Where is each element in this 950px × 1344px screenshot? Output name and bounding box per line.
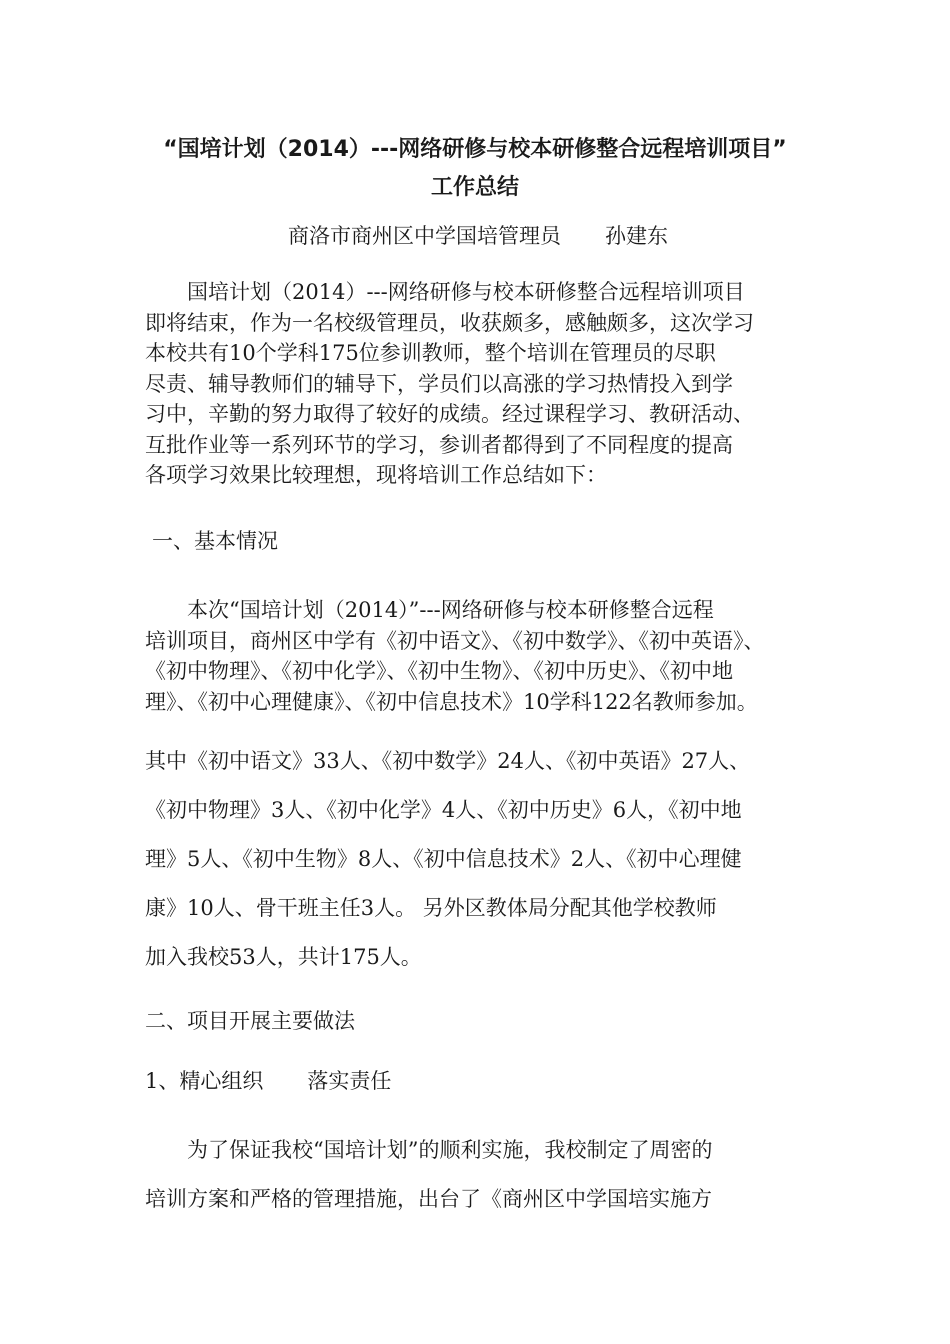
subheading-part-2: 落实责任 — [307, 1069, 392, 1093]
basic-line: 本次“国培计划（2014）”---网络研修与校本研修整合远程 — [187, 598, 714, 622]
basic-line: 培训项目，商州区中学有《初中语文》、《初中数学》、《初中英语》、 — [145, 628, 765, 653]
methods-line: 培训方案和严格的管理措施，出台了《商州区中学国培实施方 — [145, 1187, 712, 1211]
intro-line: 本校共有10个学科175位参训教师，整个培训在管理员的尽职 — [145, 341, 716, 365]
basic-paragraph-a — [145, 595, 815, 717]
intro-line: 国培计划（2014）---网络研修与校本研修整合远程培训项目 — [187, 280, 745, 304]
intro-line: 互批作业等一系列环节的学习，参训者都得到了不同程度的提高 — [145, 432, 733, 457]
section-heading-methods: 二、项目开展主要做法 — [145, 1009, 355, 1033]
basic-line: 《初中物理》、《初中化学》、《初中生物》、《初中历史》、《初中地 — [145, 659, 733, 683]
intro-paragraph — [145, 277, 815, 491]
basic-paragraph-b — [145, 737, 815, 982]
basic-line: 其中《初中语文》33人、《初中数学》24人、《初中英语》27人、 — [145, 749, 751, 773]
author-name: 孙建东 — [605, 224, 668, 248]
basic-line: 理》、《初中心理健康》、《初中信息技术》10学科122名教师参加。 — [145, 689, 758, 714]
basic-line: 《初中物理》3人、《初中化学》4人、《初中历史》6人，《初中地 — [145, 798, 742, 822]
intro-line: 习中，辛勤的努力取得了较好的成绩。经过课程学习、教研活动、 — [145, 402, 754, 426]
section-heading-basic: 一、基本情况 — [152, 529, 278, 553]
basic-line: 康》10人、骨干班主任3人。 另外区教体局分配其他学校教师 — [145, 896, 717, 920]
basic-line: 理》5人、《初中生物》8人、《初中信息技术》2人、《初中心理健 — [145, 847, 742, 871]
subheading-number: 1、 — [145, 1069, 180, 1093]
document-title-line-2: 工作总结 — [430, 175, 519, 200]
intro-line: 各项学习效果比较理想，现将培训工作总结如下： — [145, 463, 607, 487]
methods-paragraph — [145, 1126, 815, 1224]
basic-line: 加入我校53人，共计175人。 — [145, 945, 422, 969]
intro-line: 即将结束，作为一名校级管理员，收获颇多，感触颇多，这次学习 — [145, 310, 754, 335]
intro-line: 尽责、辅导教师们的辅导下，学员们以高涨的学习热情投入到学 — [145, 371, 733, 396]
document-title-line-1: “国培计划（2014）---网络研修与校本研修整合远程培训项目” — [163, 137, 787, 162]
subheading-organize — [145, 1066, 391, 1096]
methods-line: 为了保证我校“国培计划”的顺利实施，我校制定了周密的 — [187, 1138, 713, 1162]
author-role: 商洛市商州区中学国培管理员 — [288, 224, 561, 248]
subheading-part-1: 精心组织 — [179, 1069, 264, 1093]
author-line — [288, 221, 668, 251]
